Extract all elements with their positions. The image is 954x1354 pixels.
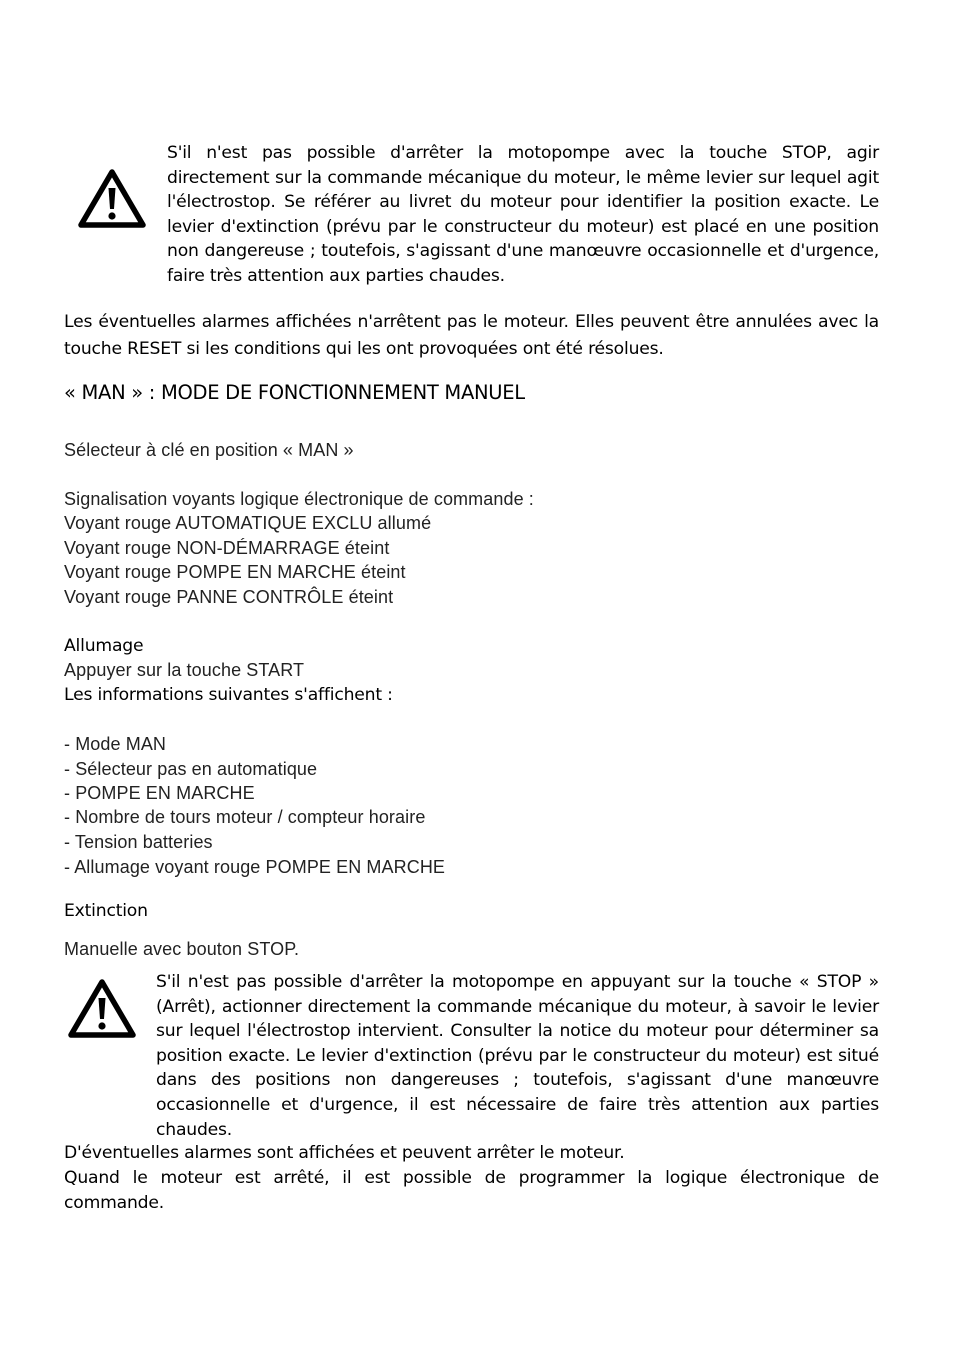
selector-line: Sélecteur à clé en position « MAN »	[64, 440, 354, 460]
alarms-note: Les éventuelles alarmes affichées n'arrêtent pas le moteur. Elles peuvent être annulées avec la touche RESET si les conditions qui les ont provoquées ont été résolues.	[64, 312, 879, 359]
list-item: - Sélecteur pas en automatique	[64, 759, 318, 779]
list-item: - Allumage voyant rouge POMPE EN MARCHE	[64, 857, 446, 877]
list-item: - Mode MAN	[64, 734, 167, 754]
final-line: D'éventuelles alarmes sont affichées et peuvent arrêter le moteur.	[64, 1143, 625, 1163]
extinction-instruction: Manuelle avec bouton STOP.	[64, 939, 300, 959]
list-item: - Tension batteries	[64, 832, 213, 852]
allumage-heading: Allumage	[64, 636, 144, 656]
warning-text-top: S'il n'est pas possible d'arrêter la motopompe avec la touche STOP, agir directement sur la commande mécanique du moteur, le même levier sur lequel agit l'électrostop. Se référer au livret du moteur pour identifier la position exacte. Le levier d'extinction (prévu par le constructeur du moteur) est placé en une position non dangereuse ; toutefois, s'agissant d'une manœuvre occasionnelle et d'urgence, faire très attention aux parties chaudes.	[167, 143, 879, 286]
signal-line: Voyant rouge PANNE CONTRÔLE éteint	[64, 587, 394, 607]
extinction-heading: Extinction	[64, 901, 148, 921]
warning-text-bottom: S'il n'est pas possible d'arrêter la motopompe en appuyant sur la touche « STOP » (Arrêt), actionner directement la commande mécanique du moteur, à savoir le levier sur lequel l'électrostop intervient. Consulter la notice du moteur pour déterminer sa position exacte. Le levier d'extinction (prévu par le constructeur du moteur) est situé dans des positions non dangereuses ; toutefois, s'agissant d'une manœuvre occasionnelle et d'urgence, il est nécessaire de faire très attention aux parties chaudes.	[156, 972, 879, 1140]
signal-line: Voyant rouge AUTOMATIQUE EXCLU allumé	[64, 513, 432, 533]
signal-line: Voyant rouge POMPE EN MARCHE éteint	[64, 562, 406, 582]
allumage-instruction: Appuyer sur la touche START	[64, 660, 305, 680]
list-item: - Nombre de tours moteur / compteur horaire	[64, 807, 426, 827]
warning-triangle-icon	[77, 168, 147, 230]
warning-triangle-icon	[67, 978, 137, 1040]
final-line: Quand le moteur est arrêté, il est possible de programmer la logique électronique de commande.	[64, 1168, 879, 1213]
section-title: « MAN » : MODE DE FONCTIONNEMENT MANUEL	[64, 381, 525, 404]
signal-line: Voyant rouge NON-DÉMARRAGE éteint	[64, 538, 390, 558]
signal-title: Signalisation voyants logique électronique de commande :	[64, 489, 534, 509]
list-item: - POMPE EN MARCHE	[64, 783, 255, 803]
allumage-info-title: Les informations suivantes s'affichent :	[64, 685, 393, 705]
